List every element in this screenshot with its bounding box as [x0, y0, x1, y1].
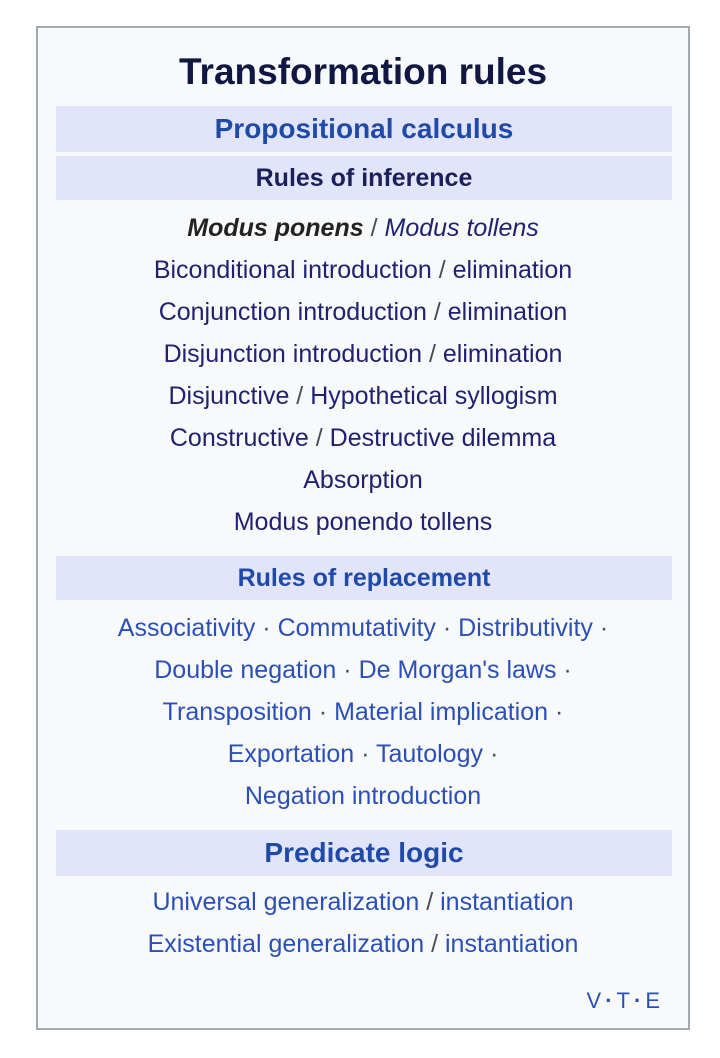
transposition-link[interactable]: Transposition	[162, 698, 312, 726]
inference-row-biconditional	[38, 252, 688, 288]
hypothetical-syllogism-link[interactable]: Hypothetical syllogism	[310, 382, 558, 410]
associativity-link[interactable]: Associativity	[117, 614, 256, 642]
dot-separator: ·	[262, 614, 271, 642]
slash-separator: /	[296, 382, 304, 410]
modus-ponendo-tollens-link[interactable]: Modus ponendo tollens	[233, 508, 493, 536]
inference-row-syllogism	[38, 378, 688, 414]
inference-row-absorption	[38, 462, 688, 498]
dot-separator: ·	[361, 740, 370, 768]
predicate-logic-link[interactable]: Predicate logic	[264, 837, 464, 868]
inference-row-conjunction	[38, 294, 688, 330]
modus-tollens-link[interactable]: Modus tollens	[384, 214, 539, 242]
destructive-dilemma-link[interactable]: Destructive dilemma	[329, 424, 557, 452]
slash-separator: /	[426, 888, 434, 916]
group-header-propositional-calculus[interactable]	[56, 106, 672, 152]
universal-instantiation-link[interactable]: instantiation	[440, 888, 574, 916]
disjunction-elimination-link[interactable]: elimination	[442, 340, 563, 368]
double-negation-link[interactable]: Double negation	[154, 656, 337, 684]
group-header-rules-of-replacement[interactable]	[56, 556, 672, 600]
predicate-row-universal	[38, 884, 688, 920]
material-implication-link[interactable]: Material implication	[334, 698, 549, 726]
absorption-link[interactable]: Absorption	[303, 466, 423, 494]
disjunctive-syllogism-link[interactable]: Disjunctive	[168, 382, 290, 410]
replacement-row-1	[38, 610, 688, 646]
biconditional-introduction-link[interactable]: Biconditional introduction	[153, 256, 432, 284]
group-header-rules-of-inference	[56, 156, 672, 200]
slash-separator: /	[315, 424, 323, 452]
inference-row-modus	[38, 210, 688, 246]
universal-generalization-link[interactable]: Universal generalization	[152, 888, 420, 916]
conjunction-introduction-link[interactable]: Conjunction introduction	[158, 298, 427, 326]
replacement-row-2	[38, 652, 688, 688]
slash-separator: /	[433, 298, 441, 326]
view-template-link[interactable]: V	[586, 988, 602, 1013]
inference-row-dilemma	[38, 420, 688, 456]
dot-separator: ·	[563, 656, 572, 684]
edit-template-link[interactable]: E	[645, 988, 660, 1013]
dot-separator: ·	[442, 614, 452, 642]
navbox-title: Transformation rules	[178, 51, 548, 92]
slash-separator: /	[429, 340, 436, 368]
negation-introduction-link[interactable]: Negation introduction	[244, 782, 482, 810]
tautology-link[interactable]: Tautology	[375, 740, 483, 768]
dot-separator: ·	[599, 614, 609, 642]
replacement-row-5	[38, 778, 688, 814]
distributivity-link[interactable]: Distributivity	[458, 614, 593, 642]
navbox	[36, 26, 690, 1030]
slash-separator: /	[370, 214, 378, 242]
conjunction-elimination-link[interactable]: elimination	[447, 298, 568, 326]
talk-template-link[interactable]: T	[616, 988, 630, 1013]
disjunction-introduction-link[interactable]: Disjunction introduction	[163, 340, 423, 368]
biconditional-elimination-link[interactable]: elimination	[452, 256, 573, 284]
constructive-dilemma-link[interactable]: Constructive	[169, 424, 309, 452]
modus-ponens-current: Modus ponens	[187, 214, 364, 242]
propositional-calculus-link[interactable]: Propositional calculus	[214, 113, 514, 144]
commutativity-link[interactable]: Commutativity	[277, 614, 436, 642]
dot-separator: ·	[318, 698, 328, 726]
dot-separator: ·	[489, 740, 499, 768]
exportation-link[interactable]: Exportation	[227, 740, 355, 768]
rules-of-replacement-link[interactable]: Rules of replacement	[237, 564, 491, 592]
dot-separator: ·	[343, 656, 352, 684]
vte-links	[587, 986, 660, 1016]
dot-separator: ·	[633, 988, 642, 1013]
existential-generalization-link[interactable]: Existential generalization	[147, 930, 425, 958]
rules-of-inference-label: Rules of inference	[255, 164, 473, 192]
replacement-row-3	[38, 694, 688, 730]
inference-row-ponendo-tollens	[38, 504, 688, 540]
group-header-predicate-logic[interactable]	[56, 830, 672, 876]
replacement-row-4	[38, 736, 688, 772]
dot-separator: ·	[554, 698, 564, 726]
dot-separator: ·	[605, 988, 613, 1013]
inference-row-disjunction	[38, 336, 688, 372]
existential-instantiation-link[interactable]: instantiation	[444, 930, 579, 958]
de-morgans-laws-link[interactable]: De Morgan's laws	[358, 656, 557, 684]
slash-separator: /	[431, 930, 439, 958]
predicate-row-existential	[38, 926, 688, 962]
slash-separator: /	[438, 256, 446, 284]
